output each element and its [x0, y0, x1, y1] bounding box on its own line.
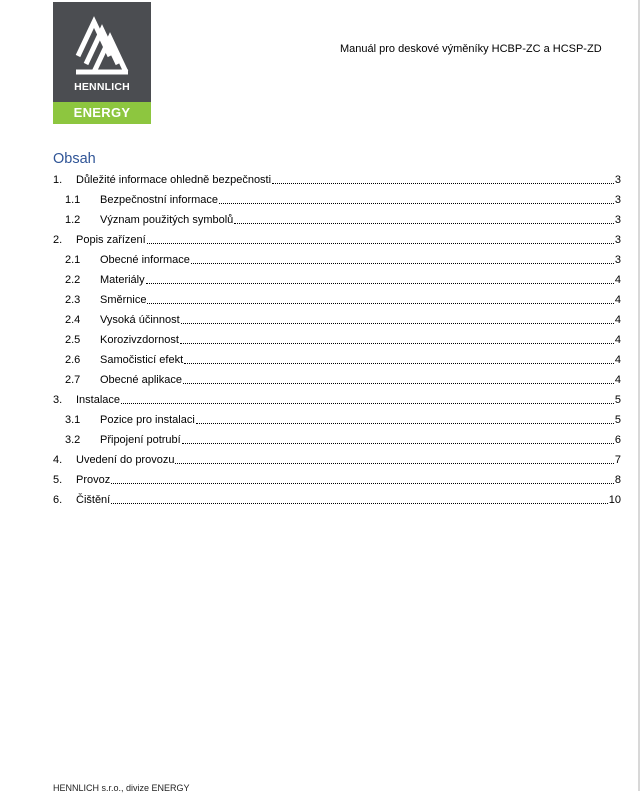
toc-entry[interactable]	[53, 470, 621, 490]
toc-entry-title[interactable]: Připojení potrubí	[100, 434, 181, 446]
toc-dot-leader	[180, 342, 614, 344]
toc-entry-title[interactable]: Materiály	[100, 274, 145, 286]
toc-entry[interactable]	[53, 190, 621, 210]
toc-dot-leader	[234, 222, 614, 224]
toc-entry-title[interactable]: Obecné informace	[100, 254, 190, 266]
toc-dot-leader	[182, 442, 614, 444]
toc-entry[interactable]	[53, 450, 621, 470]
toc-entry-page: 3	[614, 174, 621, 186]
toc-entry-number: 3.	[53, 394, 63, 406]
toc-dot-leader	[147, 242, 614, 244]
toc-entry-title[interactable]: Uvedení do provozu	[76, 454, 175, 466]
toc-entry-page: 6	[614, 434, 621, 446]
toc-entry[interactable]	[53, 330, 621, 350]
toc-dot-leader	[272, 182, 614, 184]
toc-dot-leader	[175, 462, 613, 464]
toc-entry-number: 2.7	[65, 374, 81, 386]
toc-entry-page: 5	[614, 414, 621, 426]
toc-dot-leader	[191, 262, 614, 264]
toc-entry-number: 2.3	[65, 294, 81, 306]
toc-entry-title[interactable]: Korozivzdornost	[100, 334, 179, 346]
toc-entry-title[interactable]: Obecné aplikace	[100, 374, 182, 386]
toc-dot-leader	[111, 482, 614, 484]
logo-mark-icon	[70, 12, 134, 78]
toc-dot-leader	[146, 282, 614, 284]
toc-dot-leader	[111, 502, 608, 504]
toc-entry-page: 5	[614, 394, 621, 406]
toc-entry-number: 6.	[53, 494, 63, 506]
toc-entry-title[interactable]: Provoz	[76, 474, 111, 486]
toc-entry-title[interactable]: Čištění	[76, 494, 111, 506]
toc-entry-page: 4	[614, 294, 621, 306]
toc-entry-title[interactable]: Směrnice	[100, 294, 147, 306]
toc-entry-number: 2.4	[65, 314, 81, 326]
toc-entry-page: 4	[614, 314, 621, 326]
toc-entry[interactable]	[53, 170, 621, 190]
toc-entry-title[interactable]: Popis zařízení	[76, 234, 146, 246]
toc-entry-number: 4.	[53, 454, 63, 466]
toc-entry[interactable]	[53, 350, 621, 370]
toc-entry-title[interactable]: Vysoká účinnost	[100, 314, 180, 326]
toc-entry-page: 4	[614, 334, 621, 346]
toc-dot-leader	[121, 402, 614, 404]
toc-entry-page: 3	[614, 234, 621, 246]
toc-entry[interactable]	[53, 230, 621, 250]
toc-entry-number: 3.2	[65, 434, 81, 446]
toc-entry-number: 1.	[53, 174, 63, 186]
toc-dot-leader	[219, 202, 614, 204]
toc-entry-number: 2.1	[65, 254, 81, 266]
toc-entry-title[interactable]: Význam použitých symbolů	[100, 214, 234, 226]
toc-entry-number: 2.	[53, 234, 63, 246]
toc-entry-title[interactable]: Instalace	[76, 394, 121, 406]
table-of-contents	[53, 170, 621, 510]
toc-dot-leader	[183, 382, 614, 384]
toc-entry-number: 1.1	[65, 194, 81, 206]
toc-entry-title[interactable]: Bezpečnostní informace	[100, 194, 219, 206]
toc-entry-title[interactable]: Pozice pro instalaci	[100, 414, 195, 426]
toc-entry-page: 4	[614, 354, 621, 366]
toc-entry[interactable]	[53, 410, 621, 430]
toc-dot-leader	[147, 302, 613, 304]
toc-entry[interactable]	[53, 310, 621, 330]
toc-dot-leader	[196, 422, 614, 424]
toc-entry-page: 4	[614, 374, 621, 386]
toc-dot-leader	[184, 362, 614, 364]
logo-sub: ENERGY	[73, 105, 131, 120]
toc-entry[interactable]	[53, 430, 621, 450]
toc-entry-page: 3	[614, 194, 621, 206]
toc-entry-number: 1.2	[65, 214, 81, 226]
hennlich-energy-logo	[53, 2, 151, 124]
toc-entry-page: 10	[608, 494, 621, 506]
document-title: Manuál pro deskové výměníky HCBP-ZC a HCSP-ZD	[340, 43, 602, 55]
toc-heading: Obsah	[53, 151, 96, 167]
toc-entry-page: 4	[614, 274, 621, 286]
toc-entry-number: 3.1	[65, 414, 81, 426]
toc-entry-number: 5.	[53, 474, 63, 486]
toc-entry[interactable]	[53, 490, 621, 510]
toc-entry[interactable]	[53, 290, 621, 310]
toc-dot-leader	[181, 322, 614, 324]
toc-entry-page: 7	[614, 454, 621, 466]
toc-entry[interactable]	[53, 210, 621, 230]
toc-entry-page: 3	[614, 214, 621, 226]
toc-entry-page: 8	[614, 474, 621, 486]
toc-entry[interactable]	[53, 370, 621, 390]
toc-entry-number: 2.5	[65, 334, 81, 346]
logo-name: HENNLICH	[74, 81, 130, 93]
toc-entry-number: 2.2	[65, 274, 81, 286]
footer-text: HENNLICH s.r.o., divize ENERGY	[53, 783, 190, 793]
toc-entry-page: 3	[614, 254, 621, 266]
toc-entry-title[interactable]: Samočisticí efekt	[100, 354, 184, 366]
logo-dark-block	[53, 2, 151, 102]
logo-green-band	[53, 102, 151, 124]
toc-entry[interactable]	[53, 250, 621, 270]
toc-entry-title[interactable]: Důležité informace ohledně bezpečnosti	[76, 174, 272, 186]
toc-entry[interactable]	[53, 390, 621, 410]
toc-entry-number: 2.6	[65, 354, 81, 366]
toc-entry[interactable]	[53, 270, 621, 290]
